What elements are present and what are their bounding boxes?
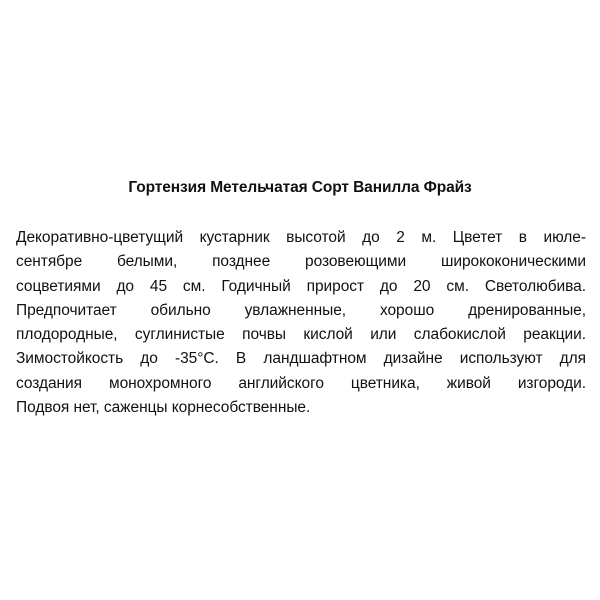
paragraph-line: Подвоя нет, саженцы корнесобственные. bbox=[16, 399, 311, 417]
paragraph-line: Зимостойкость до -35°С. В ландшафтном дизайне используют для bbox=[16, 350, 586, 368]
paragraph-line: плодородные, суглинистые почвы кислой или слабокислой реакции. bbox=[16, 326, 586, 344]
paragraph-line: сентябре белыми, позднее розовеющими ширококоническими bbox=[16, 253, 586, 271]
paragraph-line: Предпочитает обильно увлажненные, хорошо дренированные, bbox=[16, 301, 586, 319]
document-title: Гортензия Метельчатая Сорт Ванилла Фрайз bbox=[128, 179, 472, 196]
description-paragraph bbox=[16, 226, 586, 420]
paragraph-line: создания монохромного английского цветника, живой изгороди. bbox=[16, 374, 586, 392]
paragraph-line: Декоративно-цветущий кустарник высотой до 2 м. Цветет в июле- bbox=[16, 229, 586, 246]
paragraph-line: соцветиями до 45 см. Годичный прирост до 20 см. Светолюбива. bbox=[16, 277, 586, 295]
